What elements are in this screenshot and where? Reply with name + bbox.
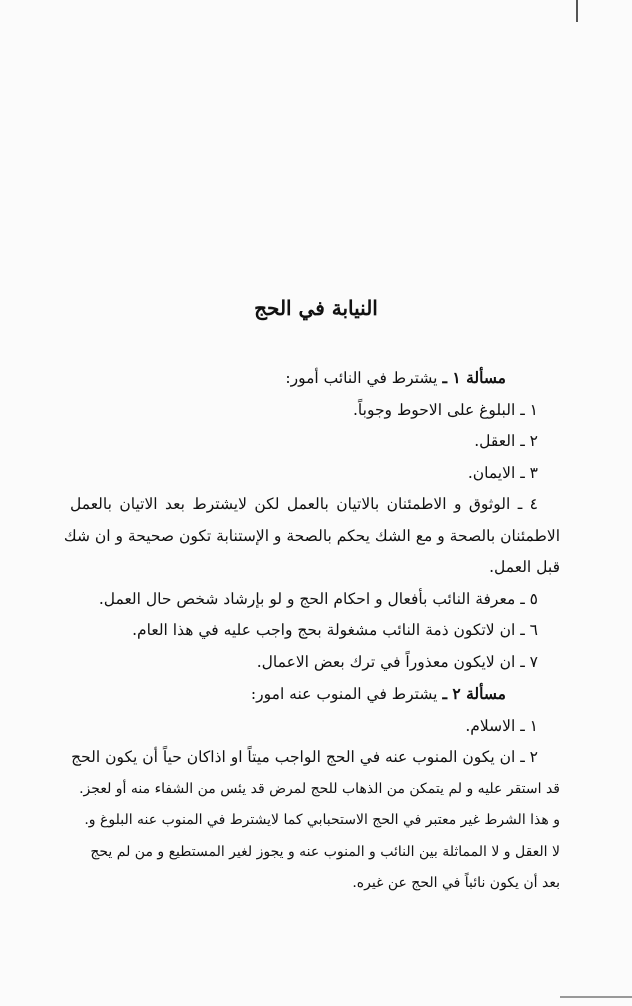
- q1-label: مسألة ١ ـ: [442, 368, 506, 387]
- q2-intro: يشترط في المنوب عنه امور:: [250, 685, 438, 703]
- q1-heading: [70, 362, 560, 395]
- q1-item-4-line-1: ٤ ـ الوثوق و الاطمئنان بالاتيان بالعمل لكن لايشترط بعد الاتيان بالعمل: [70, 495, 538, 513]
- q1-item-4-line-3: قبل العمل.: [489, 558, 560, 576]
- q2-item-1: ١ ـ الاسلام.: [465, 716, 538, 735]
- scan-edge-mark: [576, 0, 578, 22]
- q2-item-2-line-2: قد استقر عليه و لم يتمكن من الذهاب للحج لمرض قد يئس من الشفاء منه أو لعجز.: [79, 780, 560, 797]
- q1-item-3: ٣ ـ الايمان.: [467, 463, 538, 482]
- q1-item-2: ٢ ـ العقل.: [474, 432, 538, 450]
- page-title: النيابة في الحج: [254, 296, 378, 320]
- q2-item-2-line-4: لا العقل و لا المماثلة بين النائب و المنوب عنه و يجوز لغير المستطيع و من لم يحج: [90, 843, 560, 860]
- q1-intro: يشترط في النائب أمور:: [285, 369, 438, 387]
- q2-item-2-line-5: بعد أن يكون نائباً في الحج عن غيره.: [352, 875, 560, 891]
- document-body: [63, 362, 560, 900]
- q1-item-7: ٧ ـ ان لايكون معذوراً في ترك بعض الاعمال.: [256, 652, 538, 671]
- scan-corner-mark: [560, 996, 632, 998]
- q1-item-6: ٦ ـ ان لاتكون ذمة النائب مشغولة بحج واجب عليه في هذا العام.: [132, 621, 538, 639]
- q2-label: مسألة ٢ ـ: [442, 684, 506, 703]
- q1-item-4-line-2: الاطمئنان بالصحة و مع الشك يحكم بالصحة و الإستنابة تكون صحيحة و ان شك: [63, 526, 560, 545]
- q2-heading: [70, 678, 560, 711]
- q1-item-1: ١ ـ البلوغ على الاحوط وجوباً.: [352, 400, 538, 419]
- q2-item-2-line-3: و هذا الشرط غير معتبر في الحج الاستحبابي كما لايشترط في المنوب عنه البلوغ و.: [84, 812, 560, 828]
- q1-item-5: ٥ ـ معرفة النائب بأفعال و احكام الحج و لو بإرشاد شخص حال العمل.: [98, 589, 538, 608]
- q2-item-2-line-1: ٢ ـ ان يكون المنوب عنه في الحج الواجب ميتاً او اذاكان حياً أن يكون الحج: [71, 748, 538, 766]
